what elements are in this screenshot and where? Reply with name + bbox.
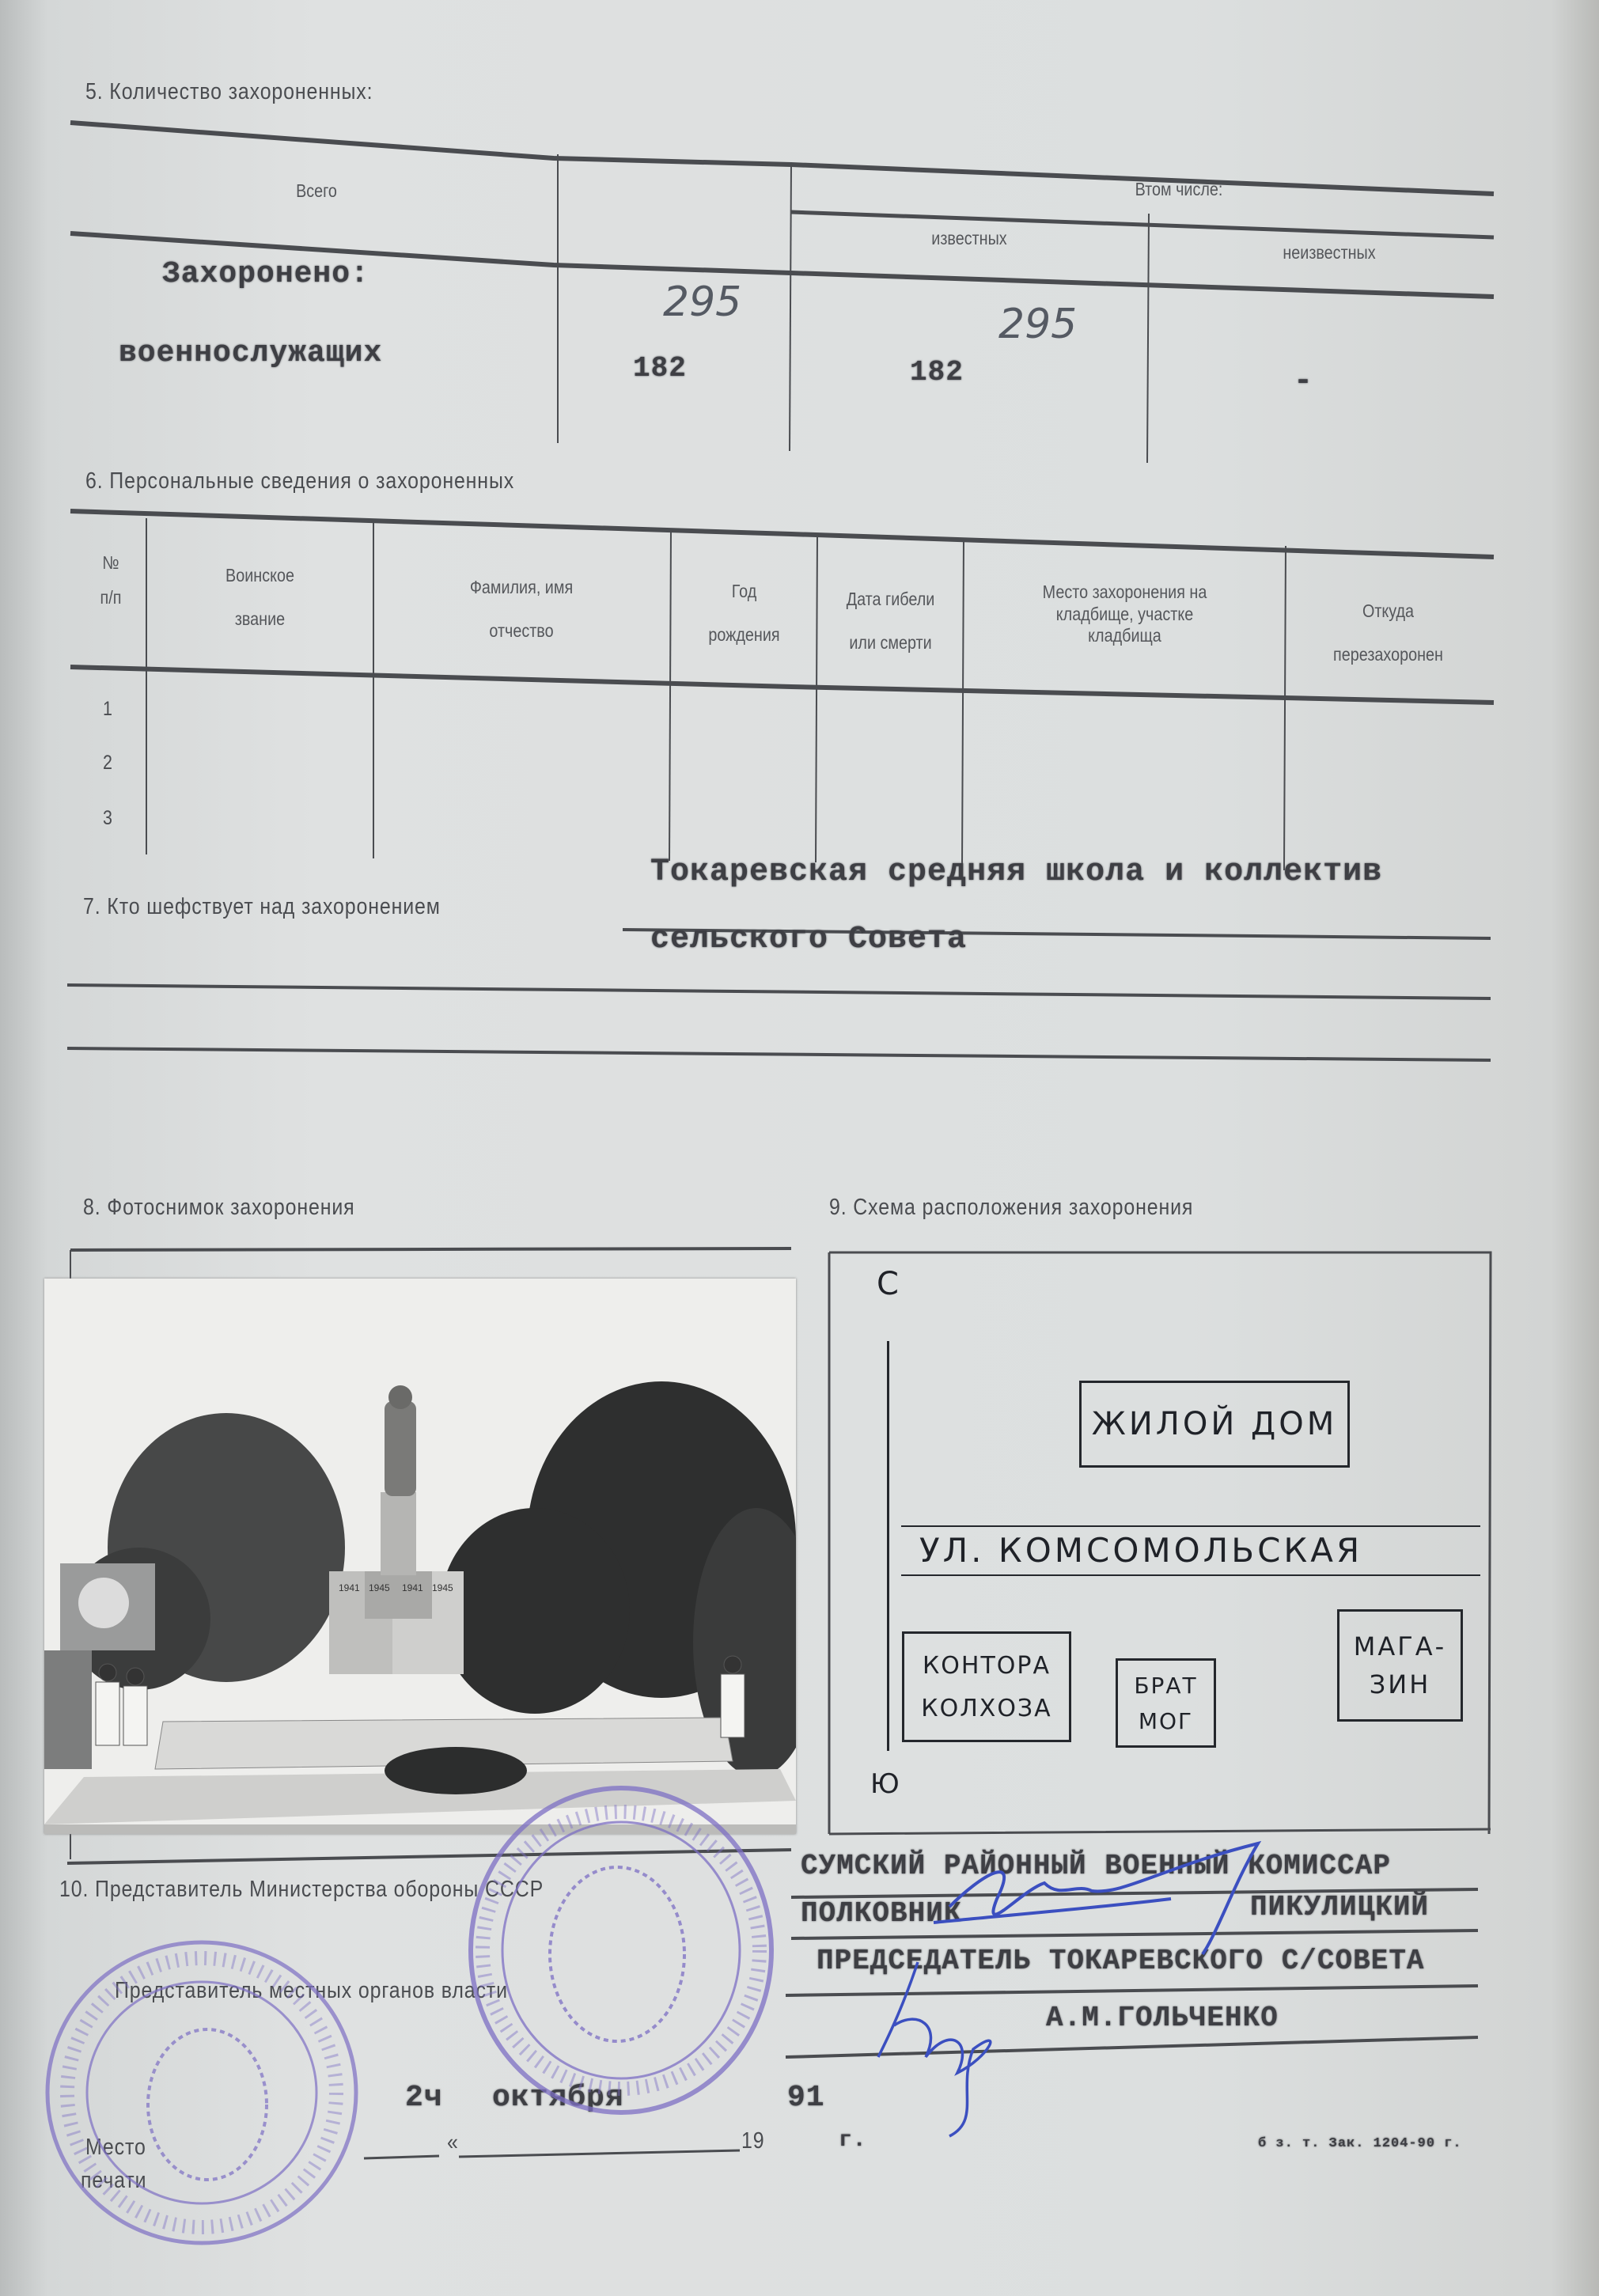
col-known-header: известных [931,228,1007,248]
scheme-collective-farm-office [902,1631,1071,1742]
residential-house-label: ЖИЛОЙ ДОМ [1091,1406,1338,1442]
section9-title: 9. Схема расположения захоронения [829,1195,1194,1220]
street-edge [901,1574,1480,1576]
header-reburied-from: Откуда перезахоронен [1333,601,1443,665]
banner-year: 1941 [402,1582,423,1593]
shop-label: МАГА- ЗИН [1353,1631,1447,1699]
table6-col-divider [962,538,964,866]
local-title: ПРЕДСЕДАТЕЛЬ ТОКАРЕВСКОГО С/СОВЕТА [817,1945,1425,1977]
scheme-shop [1337,1609,1463,1722]
date-year: 91 [787,2081,825,2115]
mod-representative-label: 10. Представитель Министерства обороны СССР [59,1877,544,1902]
header-number: № п/п [100,552,122,608]
section8-title: 8. Фотоснимок захоронения [83,1195,355,1220]
photo-flowerbed [385,1747,527,1794]
total-typed-value: 182 [633,352,687,385]
photo-frame-bottom [67,1850,791,1863]
table5-col-divider [790,162,791,451]
table6-col-divider [669,530,671,861]
total-handwritten-value: 295 [663,278,742,326]
row-number: 3 [103,807,113,829]
row-label-buried: Захоронено: [162,257,369,291]
seal-place-label: печати [81,2168,147,2193]
memorial-photo-image [44,1279,796,1834]
table6-col-divider [1284,546,1286,870]
photo-frame-top [70,1248,791,1250]
table5-subheader-rule [791,212,1494,237]
header-death-date: Дата гибели или смерти [846,589,935,654]
date-month-line [459,2150,740,2157]
col-including-header: Втом числе: [1135,179,1223,199]
col-total-header: Всего [296,180,337,201]
date-day-line [364,2156,439,2158]
banner-year: 1945 [432,1582,453,1593]
known-handwritten-value: 295 [998,301,1078,348]
table6-top-rule [70,511,1494,557]
local-name: А.М.ГОЛЬЧЕНКО [1046,2002,1279,2034]
south-label: Ю [870,1768,903,1800]
header-birth-year: Год рождения [708,581,780,646]
north-south-arrow [887,1341,889,1751]
table6-header-rule [70,667,1494,703]
banner-year: 1945 [369,1582,390,1593]
street-label: УЛ. КОМСОМОЛЬСКАЯ [919,1531,1363,1570]
col-unknown-header: неизвестных [1283,242,1376,263]
section6-title: 6. Персональные сведения о захороненных [85,468,515,494]
order-emblem [78,1578,129,1628]
local-authority-label: Представитель местных органов власти [115,1978,508,2003]
header-rank: Воинское звание [225,565,294,630]
table6-col-divider [816,534,817,862]
header-full-name: Фамилия, имя отчество [469,577,574,642]
signature-line [791,1930,1478,1938]
mod-rank: ПОЛКОВНИК [801,1897,962,1930]
banner-year: 1941 [339,1582,360,1593]
section5-title: 5. Количество захороненных: [85,79,373,104]
date-year-abbr: г. [839,2128,867,2153]
date-day: 2ч [405,2081,443,2115]
north-label: С [877,1266,902,1302]
mass-grave-label: БРАТ МОГ [1134,1673,1198,1734]
signature-line [786,1986,1478,1995]
known-typed-value: 182 [910,356,964,388]
patron-value-line1: Токаревская средняя школа и коллектив [650,854,1383,890]
row-label-servicemen: военнослужащих [119,336,383,370]
street-edge [901,1525,1480,1527]
row-number: 1 [103,698,113,720]
memorial-photo [44,1279,796,1834]
scheme-mass-grave [1116,1658,1216,1748]
section7-label: 7. Кто шефствует над захоронением [83,894,441,919]
signature-line [786,2037,1478,2057]
patron-line [67,1048,1491,1060]
seal-place-label: Место [85,2135,146,2160]
mod-name: ПИКУЛИЦКИЙ [1250,1891,1430,1923]
print-info: б з. т. Зак. 1204-90 г. [1258,2136,1462,2151]
date-century: 19 [741,2128,765,2154]
row-number: 2 [103,752,113,774]
date-month: октября [492,2081,624,2115]
table5-col-divider [1147,214,1149,463]
mod-title: СУМСКИЙ РАЙОННЫЙ ВОЕННЫЙ КОМИССАР [801,1850,1391,1882]
patron-value-line2: сельского Совета [650,922,968,957]
unknown-value: - [1294,364,1314,400]
office-label: КОНТОРА КОЛХОЗА [921,1652,1052,1722]
header-burial-place: Место захоронения на кладбище, участке кладбища [1042,582,1207,646]
date-quote: « [447,2130,459,2155]
scheme-residential-house [1079,1381,1350,1468]
patron-line [67,985,1491,998]
